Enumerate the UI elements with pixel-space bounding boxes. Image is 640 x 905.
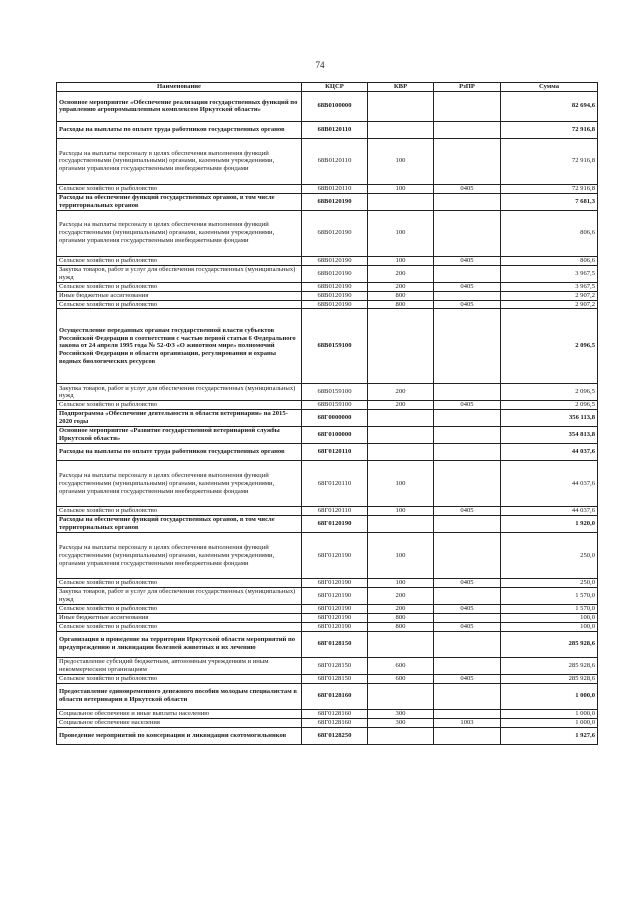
cell-name: Основное мероприятие «Обеспечение реализации государственных функций по управлению агропромышленным комплексом Иркутской области» (57, 91, 302, 121)
cell-rzpr: 0405 (434, 300, 501, 309)
cell-rzpr: 0405 (434, 605, 501, 614)
cell-kcsr: 68В0120190 (302, 291, 368, 300)
cell-rzpr: 1003 (434, 718, 501, 727)
cell-kcsr: 68Г0128160 (302, 683, 368, 709)
cell-kvr: 200 (368, 605, 434, 614)
table-row (57, 727, 598, 744)
cell-kvr: 100 (368, 210, 434, 256)
cell-kcsr: 68В0120190 (302, 193, 368, 210)
cell-kcsr: 68В0120110 (302, 138, 368, 184)
cell-kvr (368, 410, 434, 427)
cell-kcsr: 68Г0128250 (302, 727, 368, 744)
cell-sum: 2 907,2 (501, 291, 598, 300)
cell-sum: 285 928,6 (501, 631, 598, 657)
table-row (57, 265, 598, 282)
cell-sum: 3 967,5 (501, 265, 598, 282)
cell-kvr: 100 (368, 184, 434, 193)
cell-kvr: 300 (368, 718, 434, 727)
cell-kcsr: 68В0120190 (302, 282, 368, 291)
cell-rzpr: 0405 (434, 579, 501, 588)
cell-sum: 44 037,6 (501, 444, 598, 461)
cell-rzpr (434, 727, 501, 744)
cell-kcsr: 68Г0120190 (302, 579, 368, 588)
table-row (57, 588, 598, 605)
cell-sum: 100,0 (501, 614, 598, 623)
cell-rzpr (434, 588, 501, 605)
cell-sum: 806,6 (501, 256, 598, 265)
cell-rzpr: 0405 (434, 674, 501, 683)
cell-kvr: 600 (368, 674, 434, 683)
table-row (57, 427, 598, 444)
cell-sum: 1 570,0 (501, 605, 598, 614)
table-row (57, 674, 598, 683)
cell-name: Сельское хозяйство и рыболовство (57, 507, 302, 516)
cell-name: Социальное обеспечение населения (57, 718, 302, 727)
cell-kcsr: 68Г0120190 (302, 516, 368, 533)
cell-kvr: 100 (368, 138, 434, 184)
table-row (57, 718, 598, 727)
cell-name: Иные бюджетные ассигнования (57, 291, 302, 300)
cell-name: Сельское хозяйство и рыболовство (57, 300, 302, 309)
table-row (57, 300, 598, 309)
cell-sum: 72 916,8 (501, 138, 598, 184)
cell-kcsr: 68Г0128150 (302, 674, 368, 683)
cell-rzpr (434, 265, 501, 282)
cell-name: Предоставление единовременного денежного пособия молодым специалистам в области ветеринарии в Иркутской области (57, 683, 302, 709)
cell-sum: 285 928,6 (501, 657, 598, 674)
budget-table (56, 82, 598, 745)
table-row (57, 444, 598, 461)
cell-kcsr: 68В0120190 (302, 300, 368, 309)
cell-kcsr: 68Г0128150 (302, 657, 368, 674)
cell-kcsr: 68Г0120110 (302, 461, 368, 507)
cell-name: Расходы на обеспечение функций государственных органов, в том числе территориальных органов (57, 193, 302, 210)
cell-rzpr: 0405 (434, 282, 501, 291)
cell-kvr: 200 (368, 588, 434, 605)
cell-kvr: 800 (368, 300, 434, 309)
cell-kvr: 800 (368, 291, 434, 300)
cell-name: Организация и проведение на территории Иркутской области мероприятий по предупреждению и ликвидации болезней животных и их лечению (57, 631, 302, 657)
column-header-rzpr: РзПР (434, 83, 501, 92)
cell-kcsr: 68Г0120110 (302, 444, 368, 461)
cell-name: Осуществление переданных органам государственной власти субъектов Российской Федерации в соответствии с частью первой статьи 6 Федерального закона от 24 апреля 1995 года № 52-ФЗ «О животном мире» полномочий Российской Федерации в области организации, регулирования и охраны водных биологических ресурсов (57, 309, 302, 384)
cell-kvr: 100 (368, 507, 434, 516)
cell-sum: 1 000,0 (501, 718, 598, 727)
cell-rzpr: 0405 (434, 401, 501, 410)
cell-sum: 44 037,6 (501, 507, 598, 516)
table-row (57, 657, 598, 674)
table-row (57, 683, 598, 709)
cell-sum: 1 927,6 (501, 727, 598, 744)
cell-name: Сельское хозяйство и рыболовство (57, 256, 302, 265)
cell-rzpr (434, 384, 501, 401)
cell-rzpr (434, 410, 501, 427)
table-row (57, 461, 598, 507)
cell-name: Иные бюджетные ассигнования (57, 614, 302, 623)
cell-name: Сельское хозяйство и рыболовство (57, 605, 302, 614)
cell-kcsr: 68В0159100 (302, 384, 368, 401)
cell-rzpr (434, 91, 501, 121)
table-row (57, 121, 598, 138)
cell-kcsr: 68В0120190 (302, 256, 368, 265)
cell-sum: 250,0 (501, 533, 598, 579)
column-header-name: Наименование (57, 83, 302, 92)
cell-kvr: 600 (368, 657, 434, 674)
cell-kvr: 100 (368, 579, 434, 588)
cell-name: Проведение мероприятий по консервации и ликвидации скотомогильников (57, 727, 302, 744)
cell-sum: 7 681,3 (501, 193, 598, 210)
cell-kcsr: 68В0120110 (302, 184, 368, 193)
cell-name: Сельское хозяйство и рыболовство (57, 401, 302, 410)
cell-rzpr (434, 516, 501, 533)
table-header-row (57, 83, 598, 92)
cell-name: Расходы на выплаты персоналу в целях обеспечения выполнения функций государственными (муниципальными) органами, казенными учреждениями, органами управления государственными внебюджетными фондами (57, 138, 302, 184)
cell-kvr (368, 516, 434, 533)
cell-rzpr (434, 210, 501, 256)
cell-kvr (368, 631, 434, 657)
cell-rzpr (434, 444, 501, 461)
cell-rzpr: 0405 (434, 256, 501, 265)
cell-sum: 2 907,2 (501, 300, 598, 309)
cell-kcsr: 68Г0120190 (302, 533, 368, 579)
cell-kvr (368, 121, 434, 138)
cell-kcsr: 68В0120190 (302, 265, 368, 282)
cell-name: Расходы на выплаты персоналу в целях обеспечения выполнения функций государственными (муниципальными) органами, казенными учреждениями, органами управления государственными внебюджетными фондами (57, 210, 302, 256)
cell-sum: 354 813,8 (501, 427, 598, 444)
cell-name: Социальное обеспечение и иные выплаты населению (57, 709, 302, 718)
cell-rzpr: 0405 (434, 184, 501, 193)
cell-sum: 44 037,6 (501, 461, 598, 507)
cell-kcsr: 68В0120110 (302, 121, 368, 138)
cell-name: Сельское хозяйство и рыболовство (57, 282, 302, 291)
table-row (57, 605, 598, 614)
cell-kcsr: 68Г0128160 (302, 709, 368, 718)
cell-kvr: 800 (368, 622, 434, 631)
table-row (57, 210, 598, 256)
table-row (57, 193, 598, 210)
cell-name: Расходы на выплаты по оплате труда работников государственных органов (57, 444, 302, 461)
cell-name: Закупка товаров, работ и услуг для обеспечения государственных (муниципальных) нужд (57, 384, 302, 401)
cell-rzpr (434, 427, 501, 444)
cell-kvr: 100 (368, 256, 434, 265)
table-row (57, 291, 598, 300)
cell-kcsr: 68Г0100000 (302, 427, 368, 444)
table-row (57, 622, 598, 631)
cell-name: Сельское хозяйство и рыболовство (57, 622, 302, 631)
cell-kcsr: 68В0120190 (302, 210, 368, 256)
table-row (57, 256, 598, 265)
cell-kcsr: 68Г0000000 (302, 410, 368, 427)
cell-rzpr (434, 533, 501, 579)
cell-rzpr (434, 683, 501, 709)
cell-kvr: 200 (368, 265, 434, 282)
cell-rzpr: 0405 (434, 507, 501, 516)
cell-kcsr: 68Г0120190 (302, 605, 368, 614)
cell-name: Закупка товаров, работ и услуг для обеспечения государственных (муниципальных) нужд (57, 588, 302, 605)
table-row (57, 533, 598, 579)
cell-kvr: 200 (368, 282, 434, 291)
cell-rzpr (434, 631, 501, 657)
cell-name: Закупка товаров, работ и услуг для обеспечения государственных (муниципальных) нужд (57, 265, 302, 282)
cell-kvr (368, 91, 434, 121)
cell-sum: 1 570,0 (501, 588, 598, 605)
cell-sum: 250,0 (501, 579, 598, 588)
cell-sum: 72 916,8 (501, 121, 598, 138)
cell-rzpr (434, 291, 501, 300)
cell-rzpr (434, 138, 501, 184)
cell-sum: 3 967,5 (501, 282, 598, 291)
budget-table-wrapper (56, 82, 597, 745)
cell-kvr (368, 727, 434, 744)
cell-kcsr: 68Г0120190 (302, 622, 368, 631)
cell-rzpr (434, 309, 501, 384)
cell-sum: 100,0 (501, 622, 598, 631)
column-header-sum: Сумма (501, 83, 598, 92)
column-header-kvr: КВР (368, 83, 434, 92)
cell-name: Расходы на выплаты по оплате труда работников государственных органов (57, 121, 302, 138)
cell-kcsr: 68Г0120190 (302, 614, 368, 623)
cell-kvr: 300 (368, 709, 434, 718)
cell-name: Расходы на выплаты персоналу в целях обеспечения выполнения функций государственными (муниципальными) органами, казенными учреждениями, органами управления государственными внебюджетными фондами (57, 461, 302, 507)
cell-rzpr: 0405 (434, 622, 501, 631)
cell-kcsr: 68Г0128160 (302, 718, 368, 727)
cell-sum: 1 000,0 (501, 709, 598, 718)
cell-rzpr (434, 614, 501, 623)
cell-rzpr (434, 657, 501, 674)
column-header-kcsr: КЦСР (302, 83, 368, 92)
cell-kvr (368, 193, 434, 210)
table-body (57, 91, 598, 744)
cell-sum: 72 916,8 (501, 184, 598, 193)
cell-kvr: 200 (368, 401, 434, 410)
cell-kcsr: 68В0159100 (302, 309, 368, 384)
cell-name: Сельское хозяйство и рыболовство (57, 579, 302, 588)
cell-rzpr (434, 121, 501, 138)
cell-kvr (368, 427, 434, 444)
cell-kcsr: 68Г0128150 (302, 631, 368, 657)
table-row (57, 401, 598, 410)
cell-kcsr: 68Г0120110 (302, 507, 368, 516)
cell-name: Сельское хозяйство и рыболовство (57, 184, 302, 193)
cell-name: Расходы на обеспечение функций государственных органов, в том числе территориальных органов (57, 516, 302, 533)
table-row (57, 579, 598, 588)
cell-name: Сельское хозяйство и рыболовство (57, 674, 302, 683)
cell-rzpr (434, 709, 501, 718)
cell-sum: 806,6 (501, 210, 598, 256)
table-row (57, 516, 598, 533)
cell-kvr (368, 444, 434, 461)
table-row (57, 507, 598, 516)
cell-sum: 2 096,5 (501, 384, 598, 401)
cell-kcsr: 68В0100000 (302, 91, 368, 121)
table-row (57, 91, 598, 121)
cell-name: Основное мероприятие «Развитие государственной ветеринарной службы Иркутской области» (57, 427, 302, 444)
cell-rzpr (434, 193, 501, 210)
cell-kvr: 100 (368, 461, 434, 507)
table-row (57, 309, 598, 384)
cell-kcsr: 68Г0120190 (302, 588, 368, 605)
cell-name: Расходы на выплаты персоналу в целях обеспечения выполнения функций государственными (муниципальными) органами, казенными учреждениями, органами управления государственными внебюджетными фондами (57, 533, 302, 579)
cell-sum: 1 000,0 (501, 683, 598, 709)
table-row (57, 631, 598, 657)
cell-sum: 2 096,5 (501, 401, 598, 410)
cell-sum: 285 928,6 (501, 674, 598, 683)
cell-kvr (368, 683, 434, 709)
table-row (57, 410, 598, 427)
cell-rzpr (434, 461, 501, 507)
cell-kvr: 200 (368, 384, 434, 401)
table-row (57, 614, 598, 623)
table-row (57, 384, 598, 401)
cell-kvr (368, 309, 434, 384)
cell-name: Предоставление субсидий бюджетным, автономным учреждениям и иным некоммерческим организациям (57, 657, 302, 674)
cell-sum: 356 113,8 (501, 410, 598, 427)
cell-sum: 82 694,6 (501, 91, 598, 121)
page-number: 74 (315, 60, 325, 70)
table-row (57, 709, 598, 718)
cell-sum: 1 920,0 (501, 516, 598, 533)
table-row (57, 282, 598, 291)
table-row (57, 184, 598, 193)
cell-kvr: 100 (368, 533, 434, 579)
cell-kvr: 800 (368, 614, 434, 623)
table-row (57, 138, 598, 184)
cell-sum: 2 096,5 (501, 309, 598, 384)
cell-kcsr: 68В0159100 (302, 401, 368, 410)
cell-name: Подпрограмма «Обеспечение деятельности в области ветеринарии» на 2015-2020 годы (57, 410, 302, 427)
